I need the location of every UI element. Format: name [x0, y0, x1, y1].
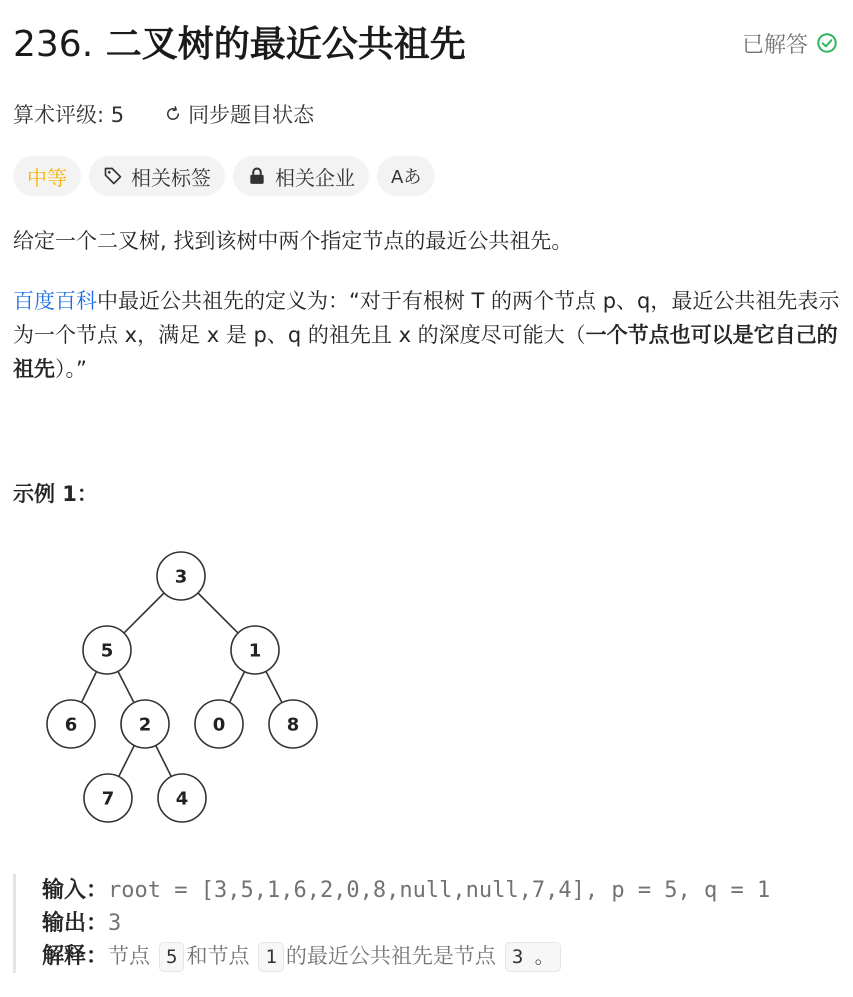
explain-label: 解释： — [42, 944, 109, 969]
tree-nodes — [47, 552, 317, 822]
tag-icon — [103, 166, 123, 186]
example-output-line — [42, 907, 843, 940]
tree-node-label: 6 — [64, 714, 78, 736]
tree-node-label: 8 — [286, 714, 300, 736]
example-block — [13, 874, 843, 973]
related-tags-label: 相关标签 — [131, 165, 211, 190]
refresh-icon — [164, 105, 182, 123]
description-line1: 给定一个二叉树, 找到该树中两个指定节点的最近公共祖先。 — [13, 229, 573, 253]
binary-tree-diagram — [40, 546, 330, 836]
problem-number: 236. — [13, 24, 94, 65]
tree-node-label: 7 — [101, 788, 115, 810]
related-tags-button[interactable] — [89, 156, 225, 196]
input-value: root = [3,5,1,6,2,0,8,null,null,7,4], p = 5, q = 1 — [108, 878, 771, 903]
tree-node-label: 3 — [174, 566, 188, 588]
tag-row — [13, 156, 435, 196]
input-label: 输入： — [42, 878, 109, 903]
example-title: 示例 1： — [13, 482, 98, 506]
sync-label: 同步题目状态 — [188, 103, 315, 127]
tree-node-label: 1 — [248, 640, 262, 662]
output-value: 3 — [108, 911, 122, 936]
rating-label: 算术评级: 5 — [13, 103, 125, 127]
translate-button[interactable] — [377, 156, 435, 196]
definition-end: ）。” — [55, 357, 87, 381]
description-definition — [13, 284, 843, 386]
output-label: 输出： — [42, 911, 109, 936]
explain-text-c: 的最近公共祖先是节点 — [285, 944, 496, 968]
tree-node-label: 5 — [100, 640, 114, 662]
solved-status — [742, 28, 838, 58]
inline-code: 5 — [159, 942, 184, 972]
definition-text: 中最近公共祖先的定义为：“对于有根树 T 的两个节点 p、q，最近公共祖先表示为一个节点 x，满足 x 是 p、q 的祖先且 x 的深度尽可能大（ — [13, 289, 840, 347]
tree-node-label: 4 — [175, 788, 189, 810]
example-input-line — [42, 874, 843, 907]
meta-row — [13, 98, 314, 130]
tree-node-label: 2 — [138, 714, 152, 736]
sync-status-button[interactable] — [164, 99, 314, 129]
difficulty-badge: 中等 — [13, 156, 81, 196]
check-circle-icon — [816, 32, 838, 54]
related-companies-button[interactable] — [233, 156, 369, 196]
tree-node-label: 0 — [212, 714, 226, 736]
problem-title[interactable]: 二叉树的最近公共祖先 — [105, 24, 466, 65]
lock-icon — [247, 166, 267, 186]
title-row — [13, 20, 838, 70]
example-explain-line — [42, 940, 843, 973]
definition-bold: 一个节点也可以是它自己的祖先 — [13, 323, 838, 381]
page-title — [13, 20, 466, 70]
inline-code: 3 。 — [505, 942, 561, 972]
related-companies-label: 相关企业 — [275, 165, 355, 190]
translate-icon: Aあ — [391, 167, 422, 188]
explain-text-a: 节点 — [108, 944, 151, 968]
inline-code: 1 — [258, 942, 283, 972]
solved-label: 已解答 — [741, 32, 808, 58]
explain-text-b: 和节点 — [186, 944, 250, 968]
baidu-link[interactable]: 百度百科 — [13, 289, 97, 313]
